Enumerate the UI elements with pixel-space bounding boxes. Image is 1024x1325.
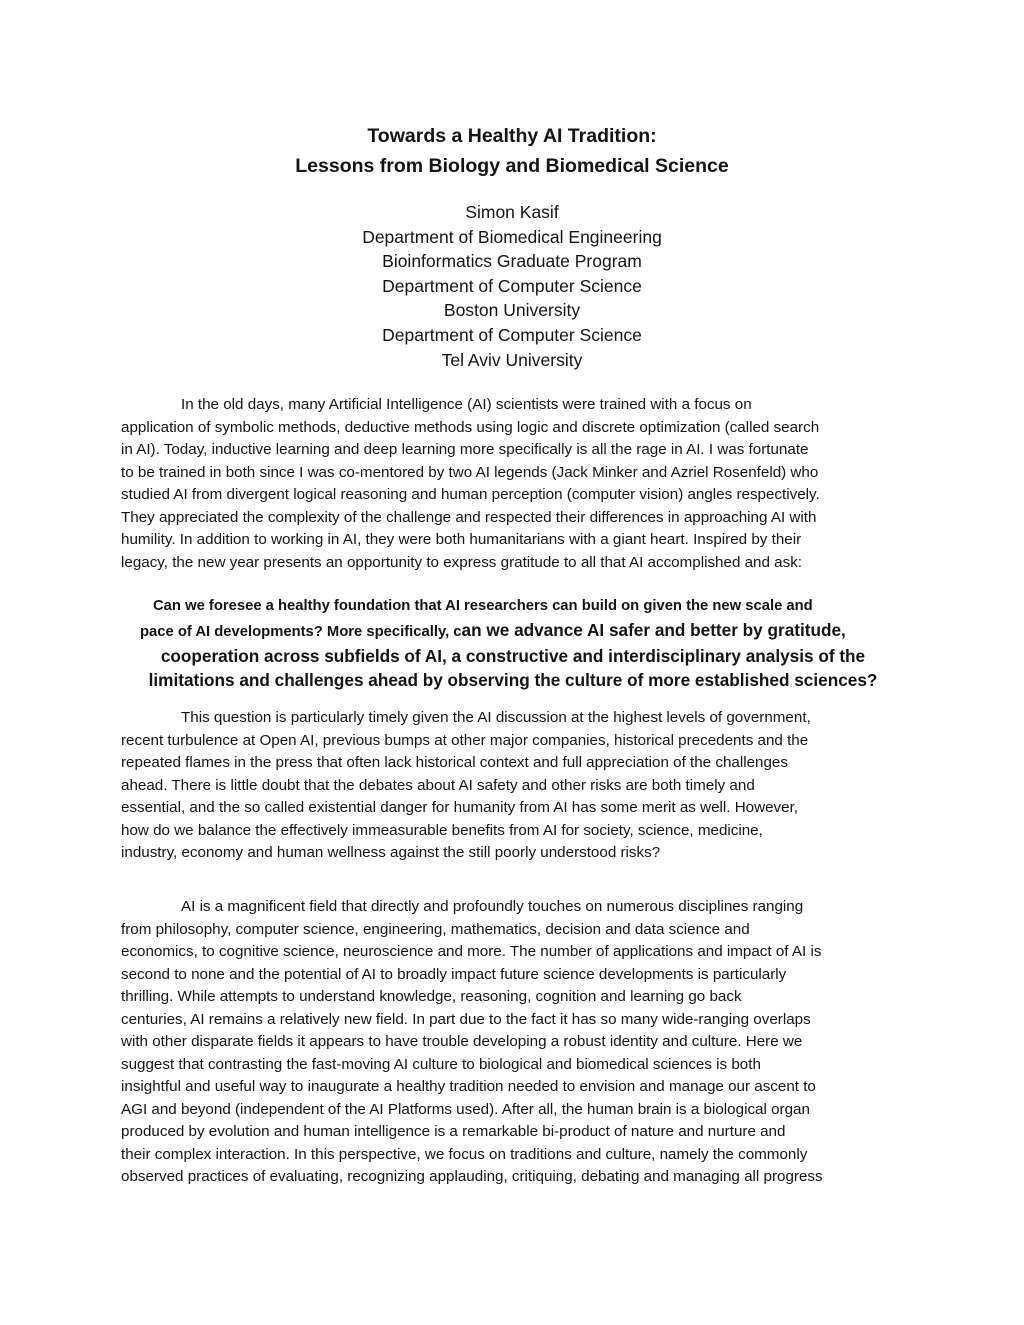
question-line: limitations and challenges ahead by observing the culture of more established sciences? <box>148 670 878 690</box>
body-paragraph-1 <box>121 394 905 574</box>
text-line: legacy, the new year presents an opportunity to express gratitude to all that AI accomplished and ask: <box>121 553 803 571</box>
text-line: how do we balance the effectively immeasurable benefits from AI for society, science, medicine, <box>121 821 763 839</box>
text-line: This question is particularly timely given the AI discussion at the highest levels of government, <box>181 709 811 726</box>
affiliation-line: Tel Aviv University <box>441 349 583 370</box>
affiliation-line: Department of Computer Science <box>382 275 642 296</box>
paper-title-line-2: Lessons from Biology and Biomedical Science <box>295 155 729 177</box>
text-line: industry, economy and human wellness against the still poorly understood risks? <box>121 844 661 861</box>
text-line: ahead. There is little doubt that the debates about AI safety and other risks are both timely and <box>121 776 755 794</box>
text-line: in AI). Today, inductive learning and deep learning more specifically is all the rage in AI. I was fortunate <box>121 441 809 458</box>
affiliation-line: Boston University <box>443 300 581 321</box>
author-name: Simon Kasif <box>465 202 559 222</box>
text-line: from philosophy, computer science, engineering, mathematics, decision and data science and <box>121 920 750 938</box>
text-line: centuries, AI remains a relatively new field. In part due to the fact it has so many wide-ranging overlaps <box>121 1010 811 1028</box>
text-line: economics, to cognitive science, neuroscience and more. The number of applications and impact of AI is <box>121 943 822 960</box>
question-line-part: an we advance AI safer and better by gratitude, <box>461 620 846 640</box>
affiliation-line: Department of Biomedical Engineering <box>362 226 662 247</box>
question-line: Can we foresee a healthy foundation that AI researchers can build on given the new scale and <box>153 598 813 614</box>
text-line: observed practices of evaluating, recognizing applauding, critiquing, debating and managing all progress <box>121 1168 823 1185</box>
text-line: AGI and beyond (independent of the AI Platforms used). After all, the human brain is a biological organ <box>121 1100 810 1118</box>
text-line: with other disparate fields it appears to have trouble developing a robust identity and culture. Here we <box>121 1033 803 1050</box>
question-line <box>121 618 905 644</box>
text-line: essential, and the so called existential danger for humanity from AI has some merit as well. However, <box>121 799 799 816</box>
text-line: produced by evolution and human intelligence is a remarkable bi-product of nature and nurture and <box>121 1123 786 1140</box>
text-line: In the old days, many Artificial Intelligence (AI) scientists were trained with a focus on <box>181 396 752 413</box>
text-line: They appreciated the complexity of the challenge and respected their differences in approaching AI with <box>121 508 817 526</box>
text-line: studied AI from divergent logical reasoning and human perception (computer vision) angles respectively. <box>121 486 820 503</box>
text-line: to be trained in both since I was co-mentored by two AI legends (Jack Minker and Azriel Rosenfeld) who <box>121 463 819 481</box>
text-line: insightful and useful way to inaugurate a healthy tradition needed to envision and manage our ascent to <box>121 1078 816 1095</box>
body-paragraph-2 <box>121 707 905 865</box>
text-line: recent turbulence at Open AI, previous bumps at other major companies, historical precedents and the <box>121 731 809 749</box>
question-line-part: pace of AI developments? More specifically, c <box>140 624 462 640</box>
text-line: repeated flames in the press that often lack historical context and full appreciation of the challenges <box>121 754 788 771</box>
question-line: cooperation across subfields of AI, a constructive and interdisciplinary analysis of the <box>160 646 866 666</box>
central-question <box>121 594 905 692</box>
body-paragraph-3 <box>121 896 905 1189</box>
text-line: humility. In addition to working in AI, they were both humanitarians with a giant heart. Inspired by their <box>121 531 802 548</box>
paper-title-line-1: Towards a Healthy AI Tradition: <box>367 125 657 147</box>
text-line: thrilling. While attempts to understand knowledge, reasoning, cognition and learning go back <box>121 988 742 1005</box>
text-line: suggest that contrasting the fast-moving AI culture to biological and biomedical sciences is both <box>121 1055 761 1073</box>
text-line: second to none and the potential of AI to broadly impact future science developments is particularly <box>121 965 787 983</box>
author-affiliations <box>0 200 1024 372</box>
affiliation-line: Bioinformatics Graduate Program <box>382 251 642 272</box>
text-line: AI is a magnificent field that directly and profoundly touches on numerous disciplines ranging <box>181 898 804 915</box>
text-line: application of symbolic methods, deductive methods using logic and discrete optimization (called search <box>121 418 820 436</box>
affiliation-line: Department of Computer Science <box>382 324 642 345</box>
text-line: their complex interaction. In this perspective, we focus on traditions and culture, namely the commonly <box>121 1145 808 1163</box>
